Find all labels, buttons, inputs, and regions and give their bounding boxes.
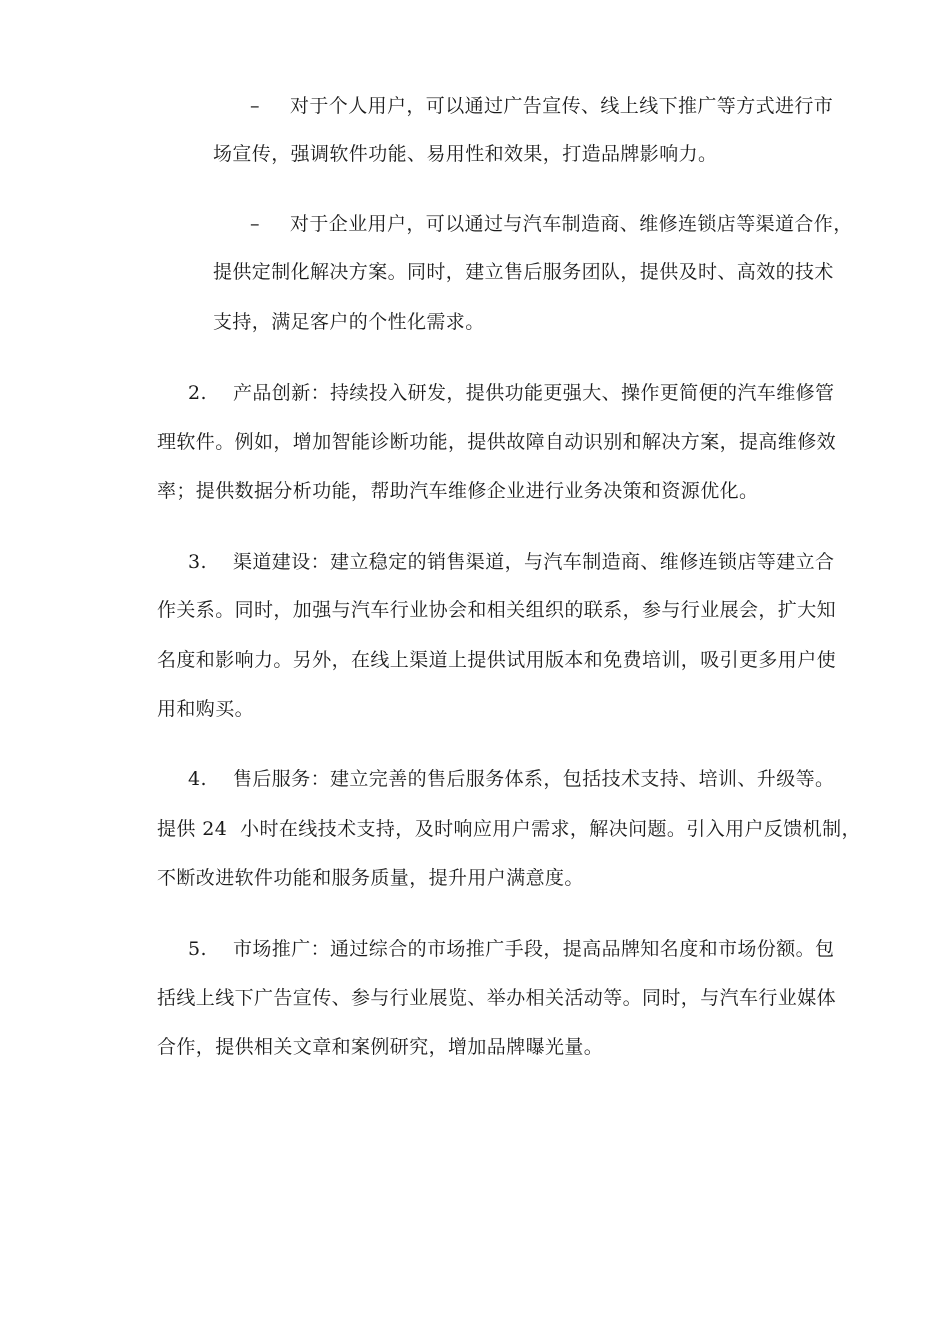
item-number: 3.: [188, 551, 207, 573]
dash-marker: –: [250, 213, 260, 235]
subitem-line: 支持，满足客户的个性化需求。: [213, 311, 485, 333]
item-line: 作关系。同时，加强与汽车行业协会和相关组织的联系，参与行业展会，扩大知: [157, 599, 837, 621]
subitem-line: 提供定制化解决方案。同时，建立售后服务团队，提供及时、高效的技术: [213, 261, 834, 283]
dash-marker: –: [250, 95, 260, 117]
item-line: 市场推广：通过综合的市场推广手段，提高品牌知名度和市场份额。包: [233, 938, 835, 960]
item-number: 2.: [188, 382, 207, 404]
item-number: 5.: [188, 938, 207, 960]
subitem-line: 场宣传，强调软件功能、易用性和效果，打造品牌影响力。: [213, 143, 718, 165]
item-line: 用和购买。: [157, 698, 255, 720]
item-line: 括线上线下广告宣传、参与行业展览、举办相关活动等。同时，与汽车行业媒体: [157, 987, 837, 1009]
item-line: 不断改进软件功能和服务质量，提升用户满意度。: [157, 867, 584, 889]
subitem-line: 对于企业用户，可以通过与汽车制造商、维修连锁店等渠道合作，: [290, 213, 853, 235]
item-line: 提供 24 小时在线技术支持，及时响应用户需求，解决问题。引入用户反馈机制，: [157, 818, 861, 840]
item-line: 合作，提供相关文章和案例研究，增加品牌曝光量。: [157, 1036, 604, 1058]
item-line: 渠道建设：建立稳定的销售渠道，与汽车制造商、维修连锁店等建立合: [233, 551, 835, 573]
item-line: 理软件。例如，增加智能诊断功能，提供故障自动识别和解决方案，提高维修效: [157, 431, 837, 453]
item-line: 名度和影响力。另外，在线上渠道上提供试用版本和免费培训，吸引更多用户使: [157, 649, 837, 671]
item-line: 率；提供数据分析功能，帮助汽车维修企业进行业务决策和资源优化。: [157, 480, 759, 502]
item-line: 售后服务：建立完善的售后服务体系，包括技术支持、培训、升级等。: [233, 768, 835, 790]
subitem-line: 对于个人用户，可以通过广告宣传、线上线下推广等方式进行市: [290, 95, 834, 117]
item-line: 产品创新：持续投入研发，提供功能更强大、操作更简便的汽车维修管: [233, 382, 835, 404]
item-number: 4.: [188, 768, 207, 790]
